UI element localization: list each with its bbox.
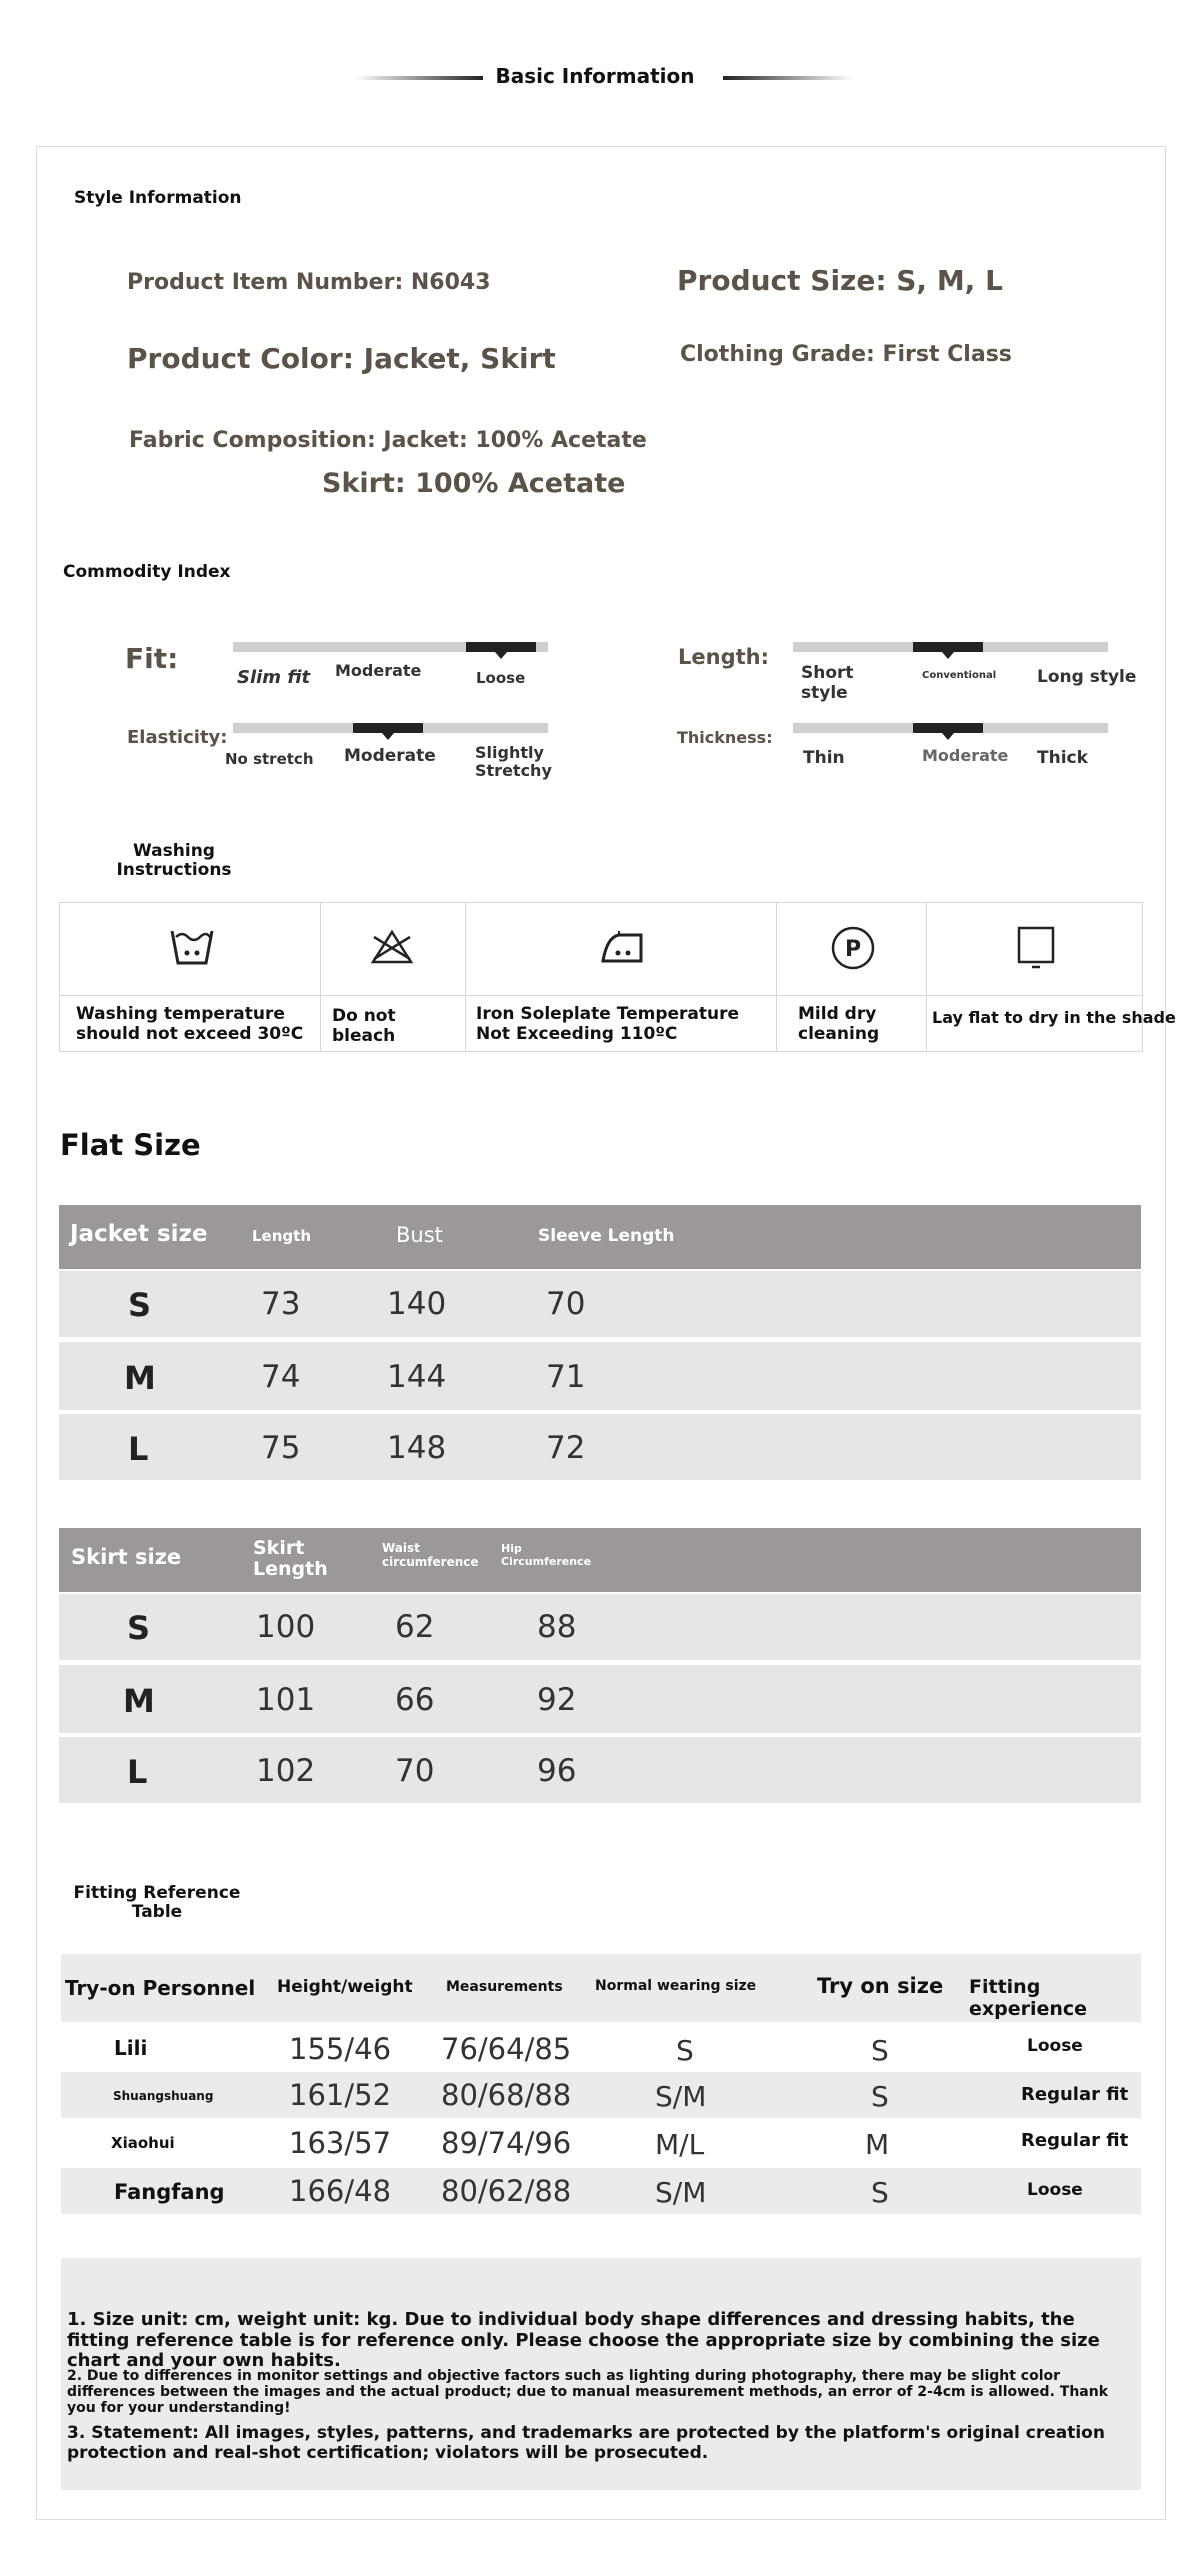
thickness-label: Thickness: — [677, 728, 773, 747]
svg-text:P: P — [844, 937, 862, 962]
skirt-header-waist: Waist circumference — [382, 1541, 479, 1569]
elasticity-label: Elasticity: — [127, 727, 228, 748]
table-row: Xiaohui 163/57 89/74/96 M/L M Regular fit — [61, 2120, 1141, 2166]
fit-scale — [233, 642, 548, 652]
commodity-index-title: Commodity Index — [63, 562, 231, 582]
wash-30-icon — [170, 927, 214, 967]
header-decor-right — [723, 76, 853, 80]
elasticity-option-moderate: Moderate — [344, 746, 436, 766]
table-row: L 75 148 72 — [59, 1414, 1141, 1480]
skirt-header-hip: Hip Circumference — [501, 1542, 592, 1569]
fit-label: Fit: — [125, 642, 179, 675]
clothing-grade: Clothing Grade: First Class — [680, 342, 1012, 367]
fabric-composition-skirt: Skirt: 100% Acetate — [322, 468, 626, 499]
jacket-table-header — [59, 1205, 1141, 1269]
fit-option-slim: Slim fit — [237, 667, 311, 688]
elasticity-indicator — [353, 723, 423, 733]
fitting-title: Fitting Reference Table — [73, 1883, 241, 1922]
style-info-title: Style Information — [74, 188, 242, 208]
skirt-header-length: Skirt Length — [253, 1537, 328, 1580]
product-size: Product Size: S, M, L — [677, 264, 1003, 297]
thickness-indicator — [913, 723, 983, 733]
length-scale — [793, 642, 1108, 652]
fitting-table-header: Try-on Personnel Height/weight Measurements Normal wearing size Try on size Fitting experience — [61, 1954, 1141, 2022]
fabric-composition-jacket: Fabric Composition: Jacket: 100% Acetate — [129, 428, 647, 453]
dry-flat-shade-icon — [1016, 925, 1056, 969]
wash-label-no-bleach: Do not bleach — [332, 1006, 396, 1046]
jacket-header-length: Length — [252, 1227, 311, 1245]
length-option-conventional: Conventional — [922, 670, 997, 681]
jacket-header-size: Jacket size — [70, 1221, 208, 1247]
fit-option-loose: Loose — [476, 669, 526, 687]
skirt-header-size: Skirt size — [71, 1545, 182, 1569]
note-2: 2. Due to differences in monitor settings and objective factors such as lighting during photography, there may be slight color differences between the images and the actual product; due to manual measurement methods, an error of 2-4cm is allowed. Thank you for your understanding! — [67, 2368, 1109, 2417]
thickness-option-moderate: Moderate — [922, 746, 1009, 765]
iron-medium-icon — [599, 927, 645, 967]
wash-label-temperature: Washing temperature should not exceed 30ºC — [76, 1004, 304, 1044]
elasticity-scale — [233, 723, 548, 733]
thickness-option-thin: Thin — [803, 748, 845, 768]
table-row: M 101 66 92 — [59, 1665, 1141, 1733]
elasticity-option-no-stretch: No stretch — [225, 750, 314, 768]
jacket-header-sleeve: Sleeve Length — [538, 1226, 675, 1246]
table-row: Shuangshuang 161/52 80/68/88 S/M S Regular fit — [61, 2072, 1141, 2118]
thickness-scale — [793, 723, 1108, 733]
wash-label-dry-flat: Lay flat to dry in the shade — [932, 1008, 1176, 1027]
note-3: 3. Statement: All images, styles, patterns, and trademarks are protected by the platform's original creation protection and real-shot certification; violators will be prosecuted. — [67, 2423, 1105, 2463]
table-row: M 74 144 71 — [59, 1342, 1141, 1410]
page-title: Basic Information — [495, 64, 695, 88]
jacket-header-bust: Bust — [396, 1223, 443, 1247]
washing-table — [59, 902, 1176, 1052]
elasticity-option-slightly-stretchy: Slightly Stretchy — [475, 743, 552, 781]
length-label: Length: — [678, 645, 769, 669]
length-option-long: Long style — [1037, 667, 1137, 687]
washing-title: Washing Instructions — [116, 841, 232, 880]
table-row: S 73 140 70 — [59, 1271, 1141, 1337]
do-not-bleach-icon — [370, 929, 414, 965]
flat-size-title: Flat Size — [60, 1128, 201, 1162]
length-option-short: Short style — [801, 663, 854, 703]
item-number: Product Item Number: N6043 — [127, 270, 491, 295]
length-indicator — [913, 642, 983, 652]
table-row: S 100 62 88 — [59, 1594, 1141, 1660]
note-1: 1. Size unit: cm, weight unit: kg. Due to individual body shape differences and dressing habits, the fitting reference table is for reference only. Please choose the appropriate size by combining the size chart and your own habits. — [67, 2309, 1100, 2372]
skirt-table-header — [59, 1528, 1141, 1592]
product-color: Product Color: Jacket, Skirt — [127, 342, 556, 375]
notes-box — [61, 2258, 1141, 2490]
wash-label-iron: Iron Soleplate Temperature Not Exceeding 110ºC — [476, 1004, 740, 1044]
table-row: Fangfang 166/48 80/62/88 S/M S Loose — [61, 2168, 1141, 2214]
fit-option-moderate: Moderate — [335, 661, 422, 680]
thickness-option-thick: Thick — [1037, 748, 1088, 768]
table-row: Lili 155/46 76/64/85 S S Loose — [61, 2024, 1141, 2070]
dry-clean-p-icon — [830, 925, 876, 971]
wash-label-dry-clean: Mild dry cleaning — [798, 1004, 880, 1044]
fit-indicator — [466, 642, 536, 652]
table-row: L 102 70 96 — [59, 1737, 1141, 1803]
